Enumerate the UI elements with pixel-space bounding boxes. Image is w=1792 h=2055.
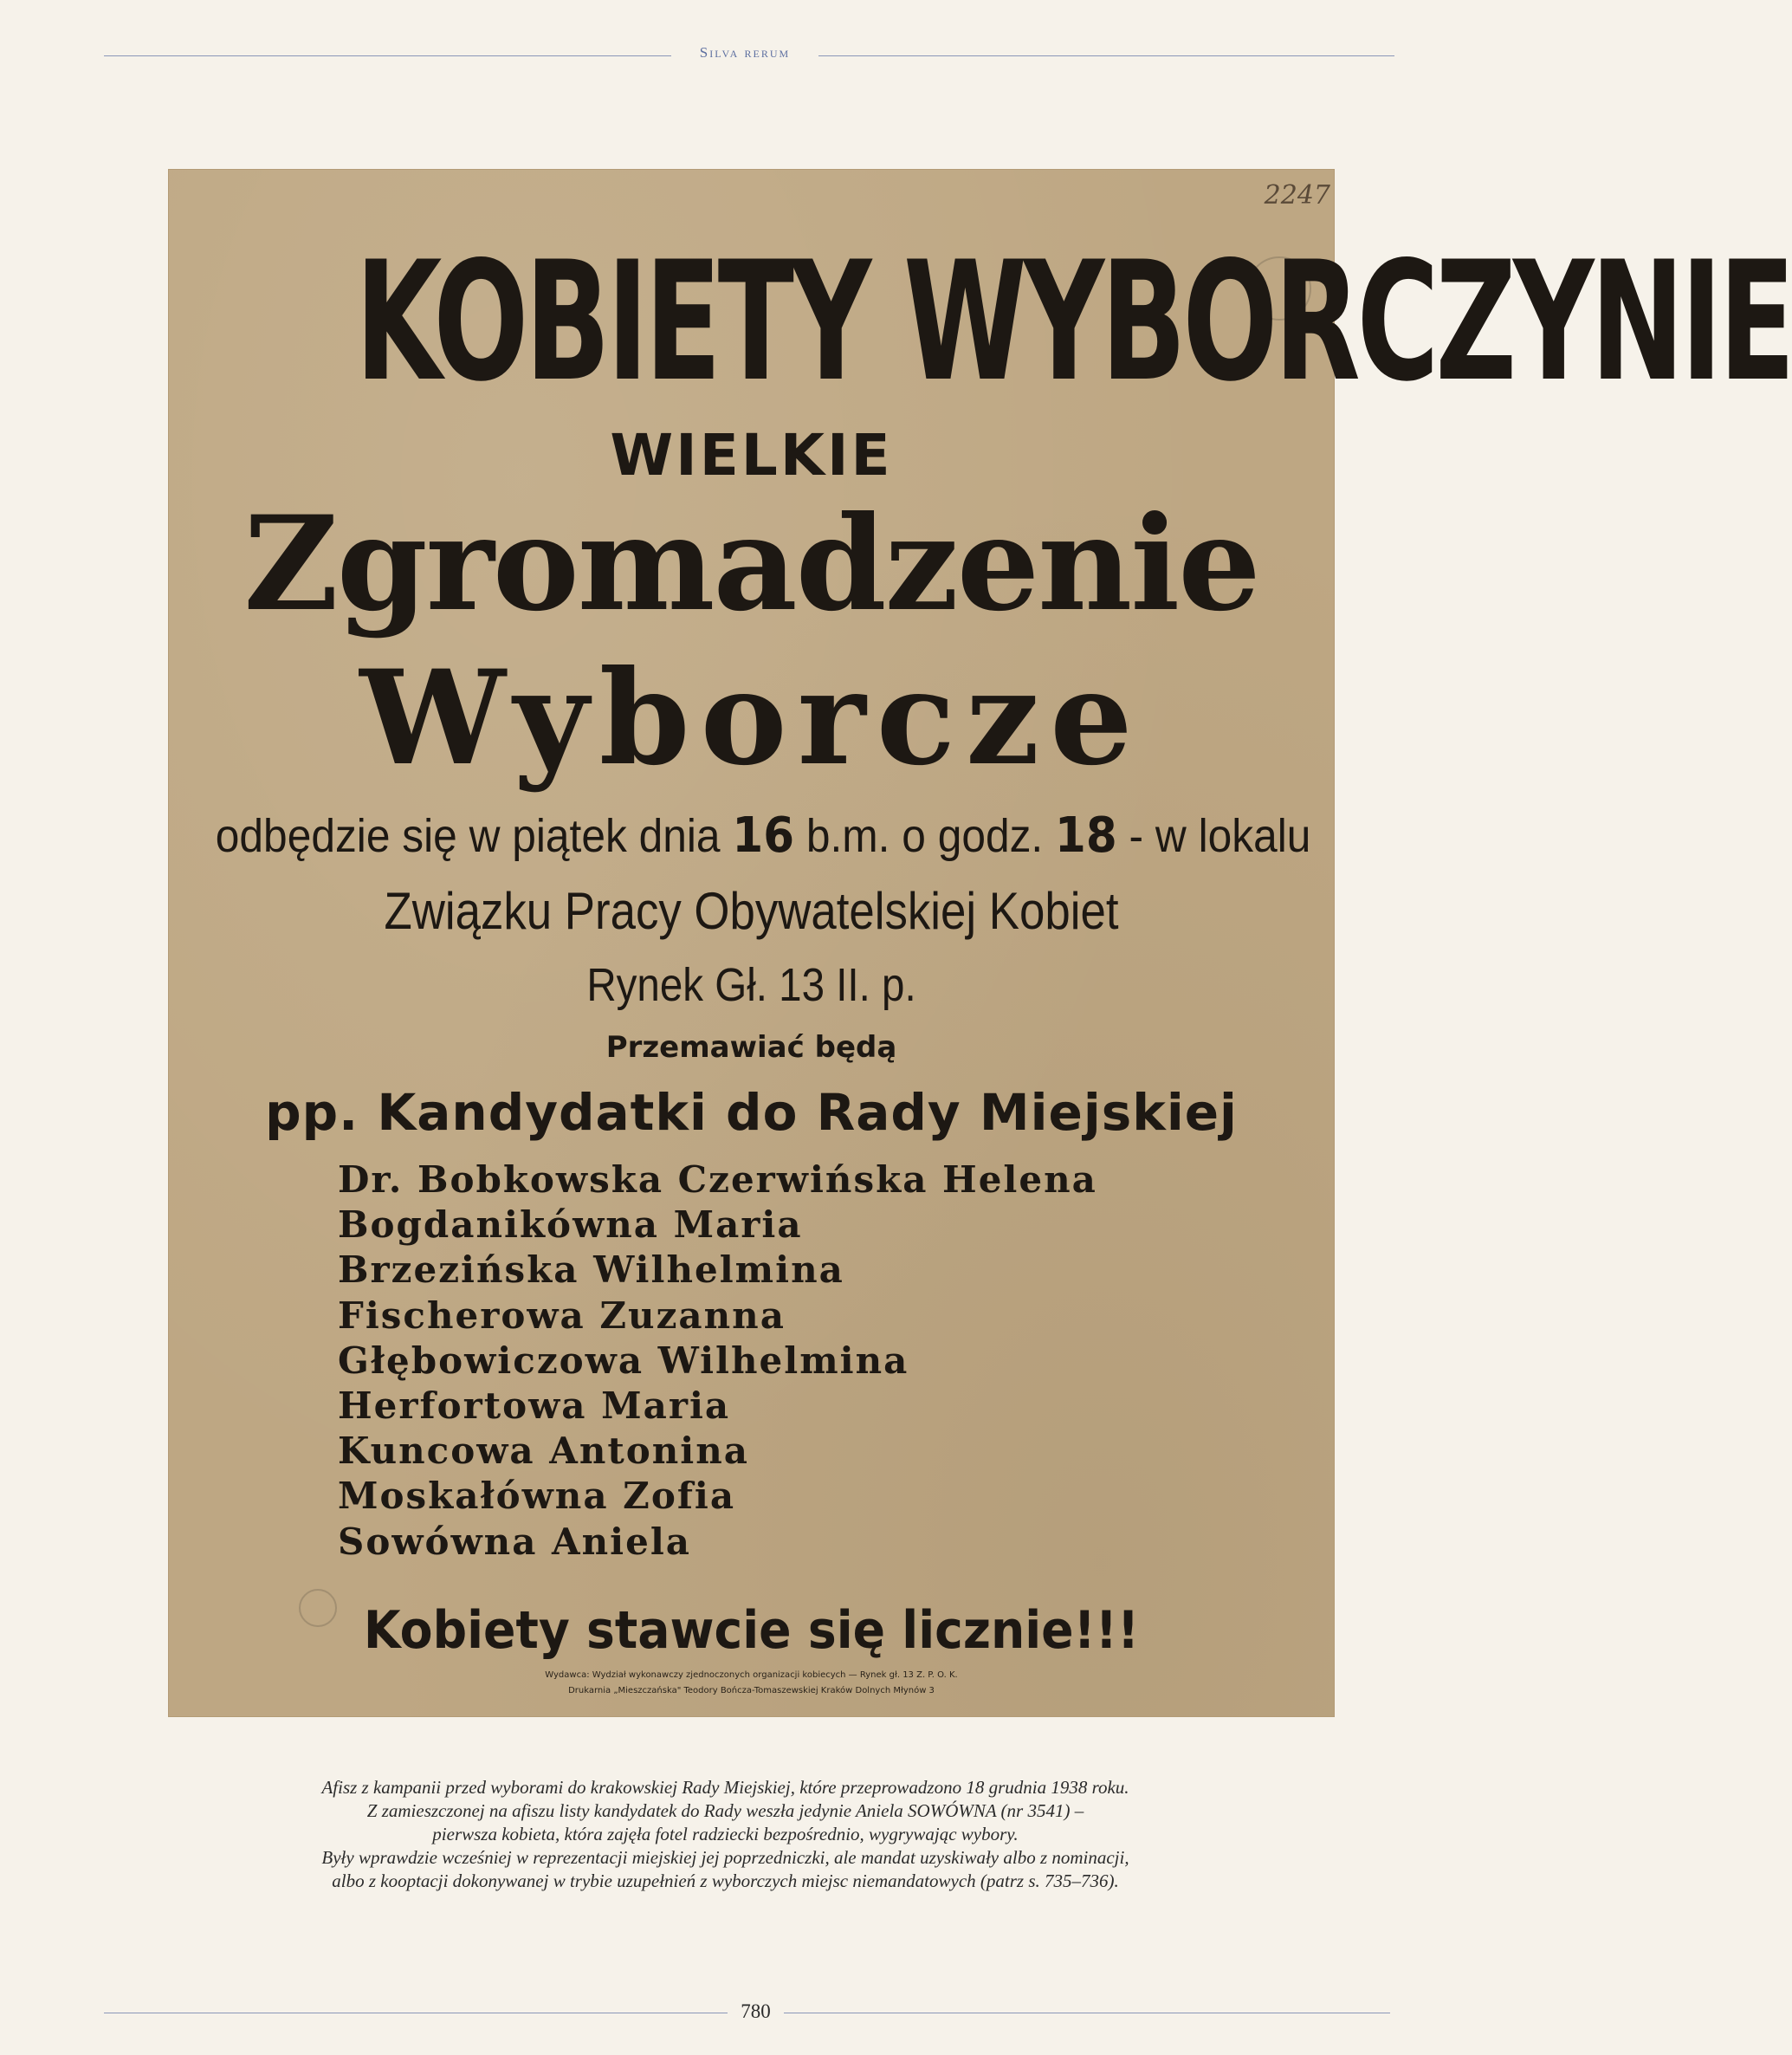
caption-line: pierwsza kobieta, która zajęła fotel radziecki bezpośrednio, wygrywając wybory. [432,1824,1019,1844]
caption-line: Afisz z kampanii przed wyborami do krakowskiej Rady Miejskiej, które przeprowadzono 18 grudnia 1938 roku. [321,1777,1129,1798]
candidate-name: Moskałówna Zofia [338,1475,736,1518]
candidate-name: Brzezińska Wilhelmina [338,1248,844,1292]
poster-line-wielkie: WIELKIE [610,422,893,489]
candidate-name: Kuncowa Antonina [338,1429,750,1473]
caption-line: Były wprawdzie wcześniej w reprezentacji miejskiej jej poprzedniczki, ale mandat uzyskiwały albo z nominacji, [321,1847,1129,1868]
candidate-name: Herfortowa Maria [338,1384,731,1428]
speakers-intro: Przemawiać będą [605,1030,897,1065]
details-text-2: b.m. o godz. [794,810,1056,862]
election-poster [169,170,1792,1716]
call-to-action: Kobiety stawcie się licznie!!! [363,1600,1140,1661]
running-head: Silva rerum [699,44,791,61]
meeting-address: Rynek Gł. 13 II. p. [586,959,916,1011]
poster-publisher-note: Wydawca: Wydział wykonawczy zjednoczonych organizacji kobiecych — Rynek gł. 13 Z. P. O. K. [545,1670,958,1680]
candidate-name: Sowówna Aniela [338,1520,692,1563]
caption-line: albo z kooptacji dokonywanej w trybie uzupełnień z wyborczych miejsc niemandatowych (patrz s. 735–736). [332,1870,1119,1891]
meeting-day: 16 [732,807,795,864]
details-text-3: - w lokalu [1116,810,1311,862]
meeting-venue: Związku Pracy Obywatelskiej Kobiet [384,882,1119,940]
poster-printer-note: Drukarnia „Mieszczańska" Teodory Bończa-Tomaszewskiej Kraków Dolnych Młynów 3 [568,1686,935,1695]
details-text-1: odbędzie się w piątek dnia [215,810,733,862]
header-rule-left [104,55,671,56]
poster-headline: KOBIETY WYBORCZYNIE [355,226,1792,418]
caption-line: Z zamieszczonej na afiszu listy kandydatek do Rady weszła jedynie Aniela SOWÓWNA (nr 3541) – [366,1800,1084,1821]
inventory-note: 2247 [1264,180,1330,211]
poster-line-wyborcze: Wyborcze [359,642,1143,794]
meeting-hour: 18 [1055,807,1117,864]
candidate-name: Głębowiczowa Wilhelmina [338,1339,909,1382]
candidate-name: Dr. Bobkowska Czerwińska Helena [338,1158,1097,1201]
candidate-list [338,1157,1097,1565]
header-rule-right [818,55,1394,56]
poster-line-zgromadzenie: Zgromadzenie [243,488,1259,640]
candidate-name: Fischerowa Zuzanna [338,1293,786,1337]
page-number: 780 [741,2000,771,2022]
figure-caption [260,1776,1191,1893]
candidate-name: Bogdanikówna Maria [338,1203,803,1247]
meeting-details [215,807,1311,865]
candidates-heading: pp. Kandydatki do Rady Miejskiej [265,1083,1238,1142]
